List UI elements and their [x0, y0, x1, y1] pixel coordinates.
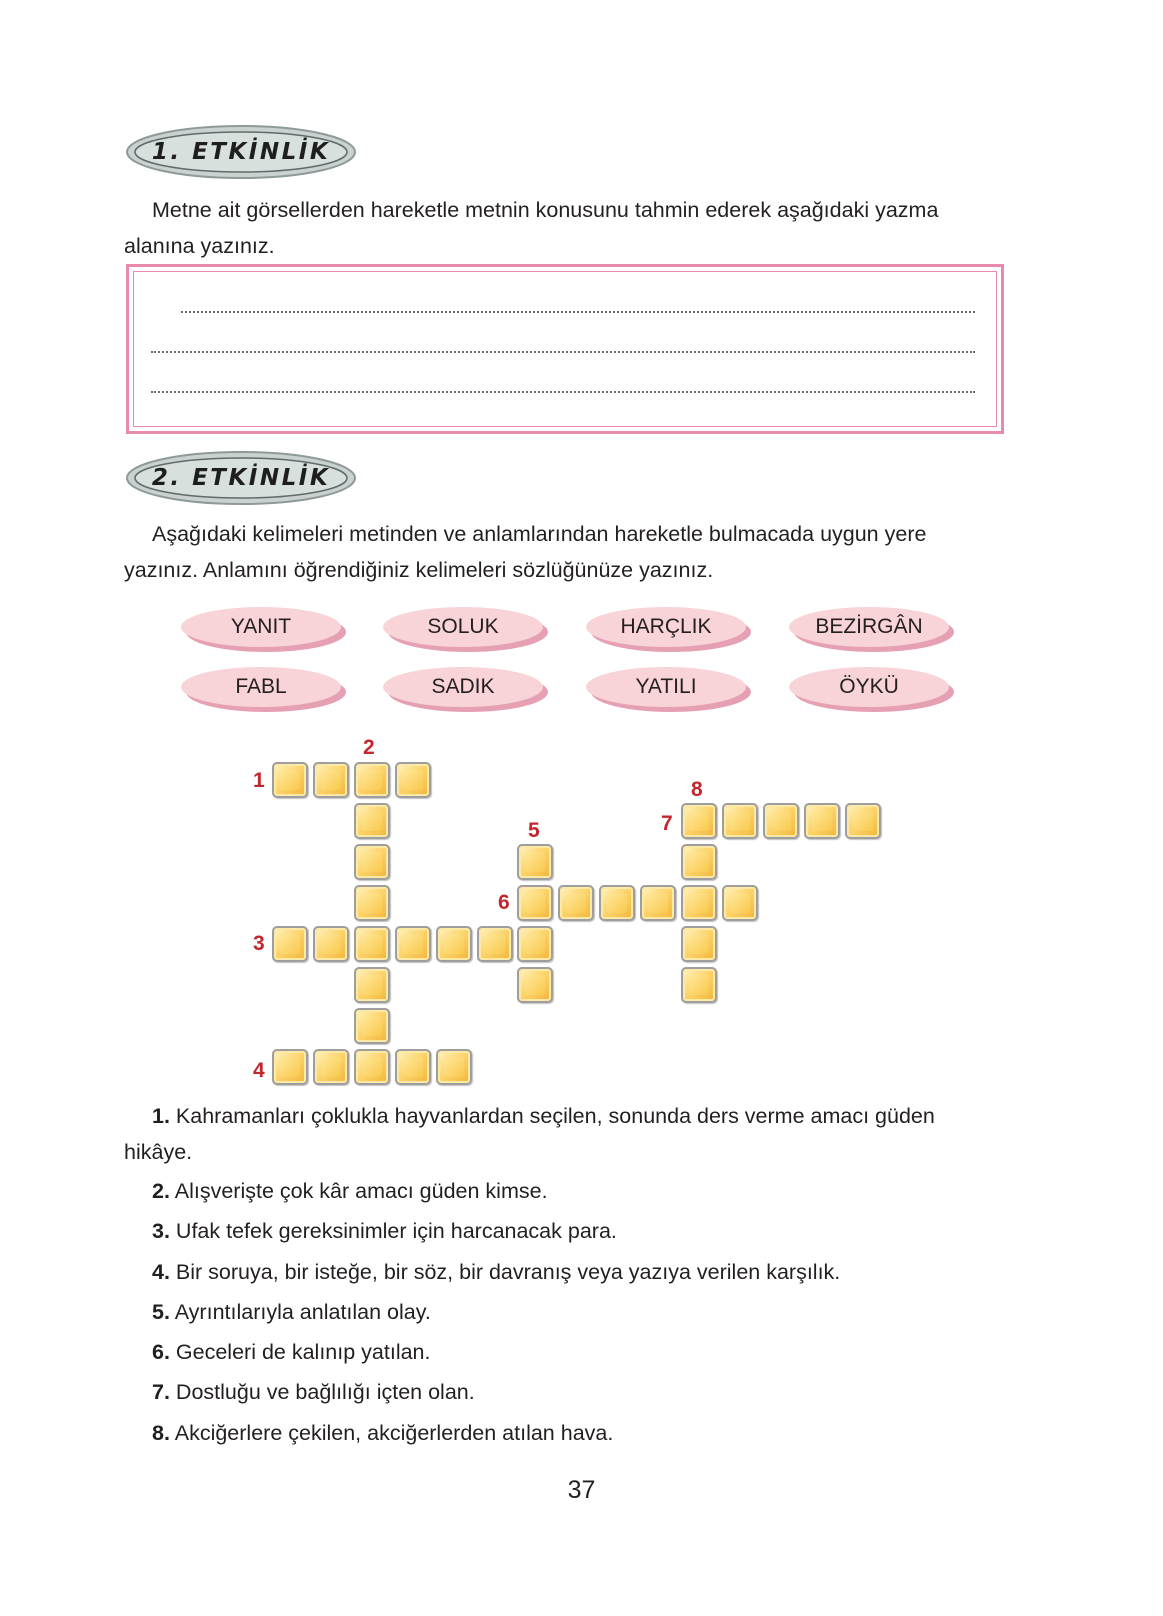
crossword-cell[interactable]	[681, 967, 717, 1003]
crossword-cell[interactable]	[354, 885, 390, 921]
clue-8: 8. Akciğerlere çekilen, akciğerlerden atılan hava.	[152, 1421, 614, 1445]
activity-1-badge	[124, 124, 358, 180]
clue-number-6: 6	[498, 891, 510, 914]
crossword-cell[interactable]	[845, 803, 881, 839]
activity-2-instruction: Aşağıdaki kelimeleri metinden ve anlamlarından hareketle bulmacada uygun yere yazınız. Anlamını öğrendiğiniz kelimeleri sözlüğünüze yazınız.	[124, 522, 927, 582]
crossword-cell[interactable]	[313, 762, 349, 798]
word-pill: YANIT	[181, 607, 347, 653]
crossword-cell[interactable]	[763, 803, 799, 839]
crossword-cell[interactable]	[640, 885, 676, 921]
crossword-cell[interactable]	[395, 1049, 431, 1085]
word-pill: ÖYKÜ	[789, 667, 955, 713]
crossword-cell[interactable]	[436, 1049, 472, 1085]
crossword-cell[interactable]	[681, 885, 717, 921]
crossword-cell[interactable]	[313, 1049, 349, 1085]
clue-3: 3. Ufak tefek gereksinimler için harcanacak para.	[152, 1219, 617, 1243]
crossword-cell[interactable]	[395, 762, 431, 798]
crossword-cell[interactable]	[272, 1049, 308, 1085]
crossword-cell[interactable]	[354, 1049, 390, 1085]
crossword-cell[interactable]	[272, 762, 308, 798]
clue-number-8: 8	[691, 778, 703, 801]
page-number: 37	[567, 1476, 596, 1504]
clue-number-7: 7	[661, 812, 673, 835]
clue-7: 7. Dostluğu ve bağlılığı içten olan.	[152, 1380, 475, 1404]
clue-1: 1. Kahramanları çoklukla hayvanlardan seçilen, sonunda ders verme amacı güden hikâye.	[124, 1104, 935, 1164]
crossword-cell[interactable]	[272, 926, 308, 962]
clue-6: 6. Geceleri de kalınıp yatılan.	[152, 1340, 431, 1364]
clue-number-4: 4	[253, 1059, 265, 1082]
clue-4: 4. Bir soruya, bir isteğe, bir söz, bir davranış veya yazıya verilen karşılık.	[152, 1260, 841, 1284]
crossword-cell[interactable]	[354, 926, 390, 962]
crossword-cell[interactable]	[517, 967, 553, 1003]
activity-1-instruction: Metne ait görsellerden hareketle metnin konusunu tahmin ederek aşağıdaki yazma alanına yazınız.	[124, 198, 939, 258]
crossword-cell[interactable]	[395, 926, 431, 962]
crossword-cell[interactable]	[477, 926, 513, 962]
clue-2: 2. Alışverişte çok kâr amacı güden kimse.	[152, 1179, 548, 1203]
crossword-cell[interactable]	[558, 885, 594, 921]
clue-number-2: 2	[363, 736, 375, 759]
crossword-cell[interactable]	[681, 803, 717, 839]
word-pill: BEZİRGÂN	[789, 607, 955, 653]
crossword-cell[interactable]	[722, 803, 758, 839]
clue-number-3: 3	[253, 932, 265, 955]
crossword-cell[interactable]	[354, 762, 390, 798]
writing-area[interactable]	[126, 264, 1004, 434]
word-pill: SOLUK	[383, 607, 549, 653]
activity-2-title: 2. ETKİNLİK	[151, 465, 331, 491]
crossword-cell[interactable]	[354, 844, 390, 880]
crossword-cell[interactable]	[804, 803, 840, 839]
crossword-cell[interactable]	[313, 926, 349, 962]
clue-number-1: 1	[253, 769, 265, 792]
crossword-cell[interactable]	[436, 926, 472, 962]
clue-number-5: 5	[528, 819, 540, 842]
word-pill: FABL	[181, 667, 347, 713]
crossword-cell[interactable]	[722, 885, 758, 921]
activity-2-badge	[124, 450, 358, 506]
crossword-cell[interactable]	[517, 844, 553, 880]
crossword-cell[interactable]	[681, 844, 717, 880]
crossword-cell[interactable]	[354, 967, 390, 1003]
activity-1-title: 1. ETKİNLİK	[151, 139, 331, 165]
word-pill: HARÇLIK	[586, 607, 752, 653]
crossword-cell[interactable]	[354, 803, 390, 839]
crossword-cell[interactable]	[354, 1008, 390, 1044]
word-pill: YATILI	[586, 667, 752, 713]
crossword-cell[interactable]	[681, 926, 717, 962]
crossword-cell[interactable]	[517, 926, 553, 962]
word-pill: SADIK	[383, 667, 549, 713]
crossword-cell[interactable]	[599, 885, 635, 921]
clue-5: 5. Ayrıntılarıyla anlatılan olay.	[152, 1300, 431, 1324]
crossword-cell[interactable]	[517, 885, 553, 921]
